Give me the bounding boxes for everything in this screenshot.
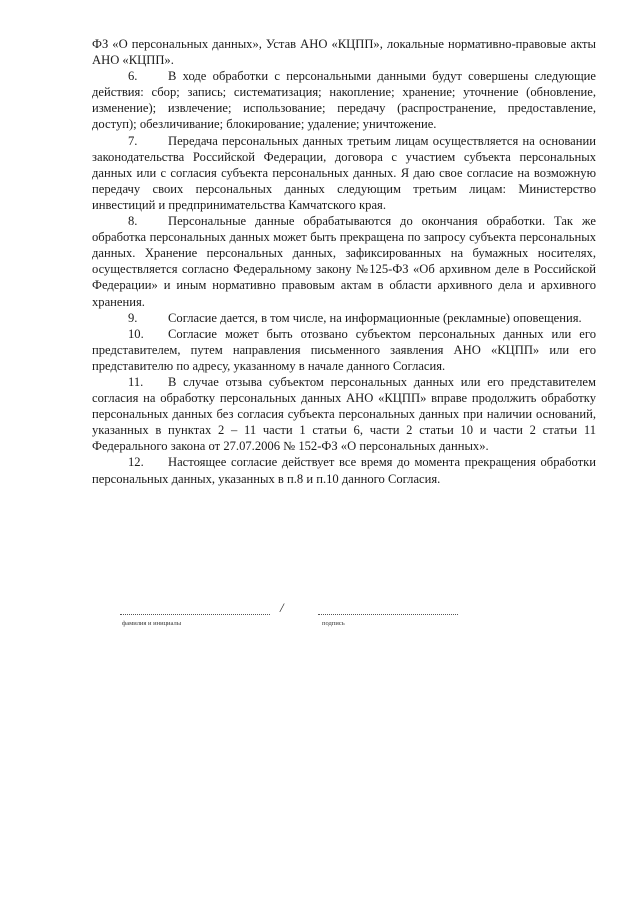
signature-block xyxy=(120,600,520,646)
clause-text: Согласие может быть отозвано субъектом персональных данных или его представителем, путем направления письменного заявления АНО «КЦПП» или его представителю по адресу, указанному в начале данного Согласия. xyxy=(92,326,596,373)
clause-text: В случае отзыва субъектом персональных данных или его представителем согласия на обработку персональных данных АНО «КЦПП» вправе продолжить обработку персональных данных без согласия субъекта персональных данных при наличии оснований, указанных в пунктах 2 – 11 части 1 статьи 6, части 2 статьи 10 и части 2 статьи 11 Федерального закона от 27.07.2006 № 152-ФЗ «О персональных данных». xyxy=(92,374,596,454)
clause-text: Настоящее согласие действует все время до момента прекращения обработки персональных данных, указанных в п.8 и п.10 данного Согласия. xyxy=(92,455,596,486)
clause-9 xyxy=(92,310,596,326)
clause-7 xyxy=(92,133,596,213)
name-caption: фамилия и инициалы xyxy=(122,620,182,627)
clause-11 xyxy=(92,374,596,454)
clause-number: 8. xyxy=(128,214,138,229)
document-body xyxy=(92,36,596,487)
clause-text: В ходе обработки с персональными данными будут совершены следующие действия: сбор; запись; систематизация; накопление; хранение; уточнение (обновление, изменение); извлечение; использование; передачу (распространение, предоставление, доступ); обезличивание; блокирование; удаление; уничтожение. xyxy=(92,69,596,132)
clause-number: 11. xyxy=(128,374,144,389)
signature-separator: / xyxy=(280,600,284,615)
clause-number: 12. xyxy=(128,455,144,470)
clause-8 xyxy=(92,213,596,310)
clause-number: 9. xyxy=(128,310,138,325)
name-line xyxy=(120,606,270,615)
clause-number: 6. xyxy=(128,69,138,84)
clause-number: 10. xyxy=(128,326,144,341)
clause-6 xyxy=(92,68,596,132)
clause-text: Согласие дается, в том числе, на информационные (рекламные) оповещения. xyxy=(168,310,582,325)
clause-12 xyxy=(92,454,596,486)
clause-number: 7. xyxy=(128,133,138,148)
clause-text: Передача персональных данных третьим лицам осуществляется на основании законодательства Российской Федерации, договора с участием субъекта персональных данных или с согласия субъекта персональных данных. Я даю свое согласие на возможную передачу своих персональных данных следующим третьим лицам: Министерство инвестиций и предпринимательства Камчатского края. xyxy=(92,133,596,212)
signature-caption: подпись xyxy=(322,620,345,627)
intro-paragraph: ФЗ «О персональных данных», Устав АНО «КЦПП», локальные нормативно-правовые акты АНО «КЦПП». xyxy=(92,37,596,68)
clause-10 xyxy=(92,326,596,374)
signature-line xyxy=(318,606,458,615)
clause-text: Персональные данные обрабатываются до окончания обработки. Так же обработка персональных данных может быть прекращена по запросу субъекта персональных данных. Хранение персональных данных, зафиксированных на бумажных носителях, осуществляется согласно Федеральному закону №125-ФЗ «Об архивном деле в Российской Федерации» и иным нормативно правовым актам в области архивного дела и архивного хранения. xyxy=(92,214,596,309)
